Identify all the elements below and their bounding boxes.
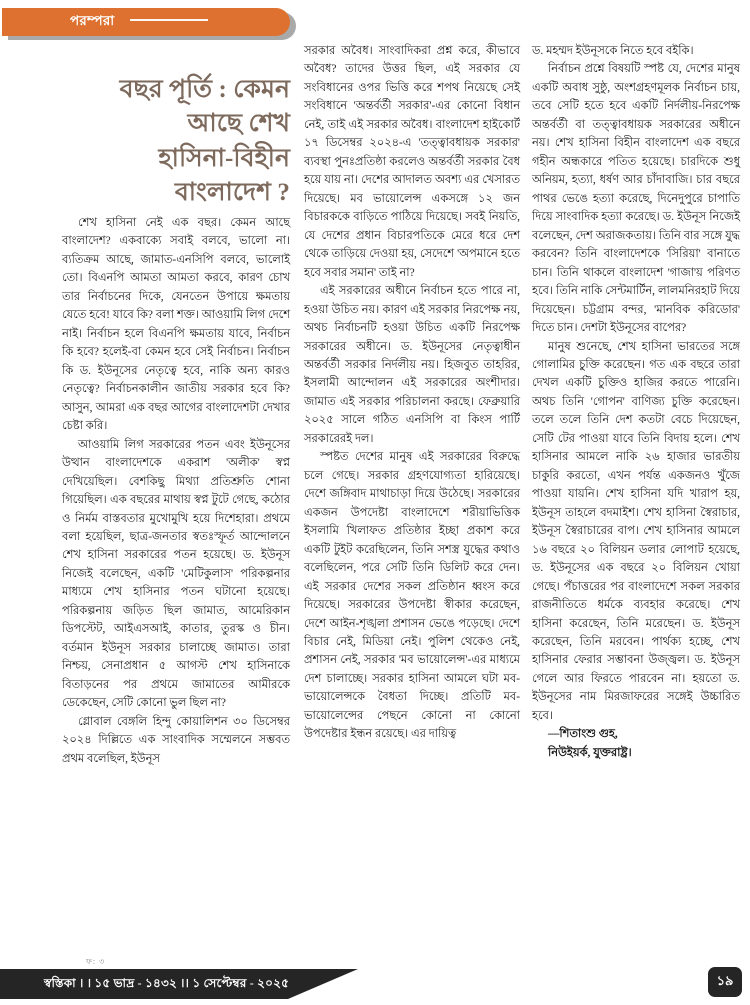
paragraph: স্পষ্টত দেশের মানুষ এই সরকারের বিরুদ্ধে চলে গেছে। সরকার গ্রহণযোগ্যতা হারিয়েছে। দেশে জঙ্গিবাদ মাথাচাড়া দিয়ে উঠেছে। সরকারের একজন উপদেষ্টা বাংলাদেশে শরীয়াভিত্তিক ইসলামি খিলাফত প্রতিষ্ঠার ইচ্ছা প্রকাশ করে একটি টুইট করেছিলেন, তিনি সশস্ত্র যুদ্ধের কথাও বলেছিলেন, পরে সেটি তিনি ডিলিট করে দেন। এই সরকার দেশের সকল প্রতিষ্ঠান ধ্বংস করে দিয়েছে। সরকারের উপদেষ্টা স্বীকার করেছেন, দেশে আইন-শৃঙ্খলা প্রশাসন ভেঙে পড়েছে। দেশে বিচার নেই, মিডিয়া নেই। পুলিশ থেকেও নেই, প্রশাসন নেই, সরকার 'মব ভায়োলেন্স'-এর মাধ্যমে দেশ চালাচ্ছে। সরকার হাসিনা আমলে ঘটা মব-ভায়োলেন্সকে বৈধতা দিচ্ছে। প্রতিটি মব-ভায়োলেন্সের পেছনে কোনো না কোনো উপদেষ্টার ইন্ধন রয়েছে। এর দায়িত্ব <box>304 451 520 741</box>
paragraph: ড. মহম্মদ ইউনূসকে নিতে হবে বইকি। <box>532 45 694 57</box>
article-column-right <box>532 42 740 922</box>
footer-imprint: স্বস্তিকা । । ১৫ ভাদ্র - ১৪৩২ ।। ১ সেপ্টেম্বর - ২০২৫ <box>44 976 290 990</box>
section-rule <box>130 19 208 21</box>
page-number-badge: ১৯ <box>708 967 742 997</box>
folio-mark: ফ: ৩ <box>86 957 106 966</box>
paragraph: মানুষ শুনেছে, শেখ হাসিনা ভারতের সঙ্গে গোলামির চুক্তি করেছেন। গত এক বছরে তারা দেখল একটি চুক্তিও হাজির করতে পারেনি। অথচ তিনি 'গোপন' বাণিজ্য চুক্তি করেছেন। তলে তলে তিনি দেশ কতটা বেচে দিয়েছেন, সেটি টের পাওয়া যাবে তিনি বিদায় হলে। শেখ হাসিনার আমলে নাকি ২৬ হাজার ভারতীয় চাকুরি করতো, এখন পর্যন্ত একজনও খুঁজে পাওয়া যায়নি। শেখ হাসিনা যদি খারাপ হয়, ইউনূস তাহলে বদমাইশ। শেখ হাসিনা স্বৈরাচার, ইউনূস স্বৈরাচারের বাপ। শেখ হাসিনার আমলে ১৬ বছরে ২০ বিলিয়ন ডলার লোপাট হয়েছে, ড. ইউনূসের এক বছরে ২০ বিলিয়ন খোয়া গেছে। পঁচাত্তরের পর বাংলাদেশে সকল সরকার রাজনীতিতে ধর্মকে ব্যবহার করেছে। শেখ হাসিনা করেছেন, তিনি মরেছেন। ড. ইউনূস করেছেন, তিনি মরবেন। পার্থক্য হচ্ছে, শেখ হাসিনার ফেরার সম্ভাবনা উজ্জ্বল। ড. ইউনূস গেলে আর ফিরতে পারবেন না। হয়তো ড. ইউনূসের নাম মিরজাফরের সঙ্গেই উচ্চারিত হবে। <box>532 340 740 722</box>
article-column-left <box>62 214 290 934</box>
paragraph: সরকার অবৈধ। সাংবাদিকরা প্রশ্ন করে, কীভাবে অবৈধ? তাদের উত্তর ছিল, এই সরকার যে সংবিধানের ওপর ভিত্তি করে শপথ নিয়েছে সেই সংবিধানে 'অন্তর্বর্তী সরকার'-এর কোনো বিধান নেই, তাই এই সরকার অবৈধ। বাংলাদেশ হাইকোর্ট ১৭ ডিসেম্বর ২০২৪-এ 'তত্ত্বাবধায়ক সরকার' ব্যবস্থা পুনঃপ্রতিষ্ঠা করলেও অন্তর্বর্তী সরকার বৈধ হয়ে যায় না। দেশের আদালত অবশ্য এর খেসারত দিয়েছে। মব ভায়োলেন্স একসঙ্গে ১২ জন বিচারককে বাড়িতে পাঠিয়ে দিয়েছে। সবই নিয়তি, যে দেশের প্রধান বিচারপতিকে মেরে ধরে দেশ থেকে তাড়িয়ে দেওয়া হয়, সেদেশে 'অপমানে হতে হবে সবার সমান' তাই না? <box>304 45 520 279</box>
paragraph: আওয়ামি লিগ সরকারের পতন এবং ইউনূসের উত্থান বাংলাদেশকে একরাশ 'অলীক' স্বপ্ন দেখিয়েছিল। বেশকিছু মিথ্যা প্রতিশ্রুতি শোনা গিয়েছিল। এক বছরের মাথায় স্বপ্ন টুটে গেছে, কঠোর ও নির্মম বাস্তবতার মুখোমুখি হয়ে দিশেহারা। প্রথমে বলা হয়েছিল, ছাত্র-জনতার স্বতঃস্ফূর্ত আন্দোলনে শেখ হাসিনা সরকারের পতন হয়েছে। ড. ইউনূস নিজেই বলেছেন, একটি 'মেটিকুলাস' পরিকল্পনার মাধ্যমে শেখ হাসিনার পতন ঘটানো হয়েছে। পরিকল্পনায় জড়িত ছিল জামাত, আমেরিকান ডিপস্টেট, আইএসআই, কাতার, তুরস্ক ও চীন। বর্তমান ইউনূস সরকার চালাচ্ছে জামাত। তারা নিশ্চয়, সেনাপ্রধান ৫ আগস্ট শেখ হাসিনাকে বিতাড়নের পর প্রথমে জামাতের আমীরকে ডেকেছেন, সেটি কোনো ভুল ছিল না? <box>62 438 290 710</box>
article-column-middle <box>304 42 520 957</box>
paragraph: এই সরকারের অধীনে নির্বাচন হতে পারে না, হওয়া উচিত নয়। কারণ এই সরকার নিরপেক্ষ নয়, অথচ নির্বাচনটি হওয়া উচিত একটি নিরপেক্ষ সরকারের অধীনে। ড. ইউনূসের নেতৃত্বাধীন অন্তর্বর্তী সরকার নির্দলীয় নয়। হিজবুত তাহরির, ইসলামী আন্দোলন এই সরকারের অংশীদার। জামাত এই সরকার পরিচালনা করছে। ফেব্রুয়ারি ২০২৫ সালে গঠিত এনসিপি বা কিংস পার্টি সরকারেরই দল। <box>304 285 520 445</box>
paragraph: শেখ হাসিনা নেই এক বছর। কেমন আছে বাংলাদেশ? একবাক্যে সবাই বলবে, ভালো না। ব্যতিক্রম আছে, জামাত-এনসিপি বলবে, ভালোই তো। বিএনপি আমতা আমতা করবে, কারণ চোখ তার নির্বাচনের দিকে, যেনতেন উপায়ে ক্ষমতায় যেতে হবে! যাবে কি? বলা শক্ত। আওয়ামি লিগ দেশে নাই। নির্বাচন হলে বিএনপি ক্ষমতায় যাবে, নির্বাচন কি হবে? হলেই-বা কেমন হবে সেই নির্বাচন। নির্বাচন কি ড. ইউনূসের নেতৃত্বে হবে, নাকি অন্য কারও নেতৃত্বে? নির্বাচনকালীন জাতীয় সরকার হবে কি? আসুন, আমরা এক বছর আগের বাংলাদেশটা দেখার চেষ্টা করি। <box>62 217 290 433</box>
article-headline <box>62 73 290 211</box>
headline-line-2: আছে শেখ <box>187 110 290 138</box>
paragraph: গ্লোবাল বেঙ্গলি হিন্দু কোয়ালিশন ৩০ ডিসেম্বর ২০২৪ দিল্লিতে এক সাংবাদিক সম্মেলনে সম্ভবত প্রথম বলেছিল, ইউনূস <box>62 715 290 765</box>
section-header <box>2 6 302 42</box>
article-byline <box>532 725 740 762</box>
byline-location: নিউইয়র্ক, যুক্তরাষ্ট্র। <box>548 746 632 759</box>
section-label: পরম্পরা <box>70 13 115 28</box>
headline-line-3: হাসিনা-বিহীন <box>158 144 290 172</box>
paragraph: নির্বাচন প্রশ্নে বিষয়টি স্পষ্ট যে, দেশের মানুষ একটি অবাধ সুষ্ঠু, অংশগ্রহণমূলক নির্বাচন চায়, তবে সেটি হতে হবে একটি নির্দলীয়-নিরপেক্ষ অন্তর্বর্তী বা তত্ত্বাবধায়ক সরকারের অধীনে নয়। শেখ হাসিনা বিহীন বাংলাদেশ এক বছরে গহীন অন্ধকারে পতিত হয়েছে। চারদিকে শুধু অনিয়ম, হত্যা, ধর্ষণ আর চাঁদাবাজি। চার বছরে পাথর ভেঙে হত্যা করেছে, দিনেদুপুরে চাপাতি দিয়ে সাংবাদিক হত্যা করেছে। ড. ইউনূস নিজেই বলেছেন, দেশ অরাজকতায়। তিনি বার সঙ্গে যুদ্ধ করবেন? তিনি বাংলাদেশকে 'সিরিয়া' বানাতে চান। তিনি থাকলে বাংলাদেশ 'গাজা'য় পরিণত হবে। তিনি নাকি সেন্টমার্টিন, লালমনিরহাট দিয়ে দিয়েছেন। চট্টগ্রাম বন্দর, 'মানবিক করিডোর' দিতে চান। দেশটা ইউনূসের বাপের? <box>532 63 740 335</box>
headline-line-1: বছর পূর্তি : কেমন <box>119 75 290 103</box>
headline-line-4: বাংলাদেশ ? <box>174 179 290 207</box>
byline-author: —শিতাংশু গুহ, <box>548 728 618 741</box>
section-pill <box>2 8 290 36</box>
